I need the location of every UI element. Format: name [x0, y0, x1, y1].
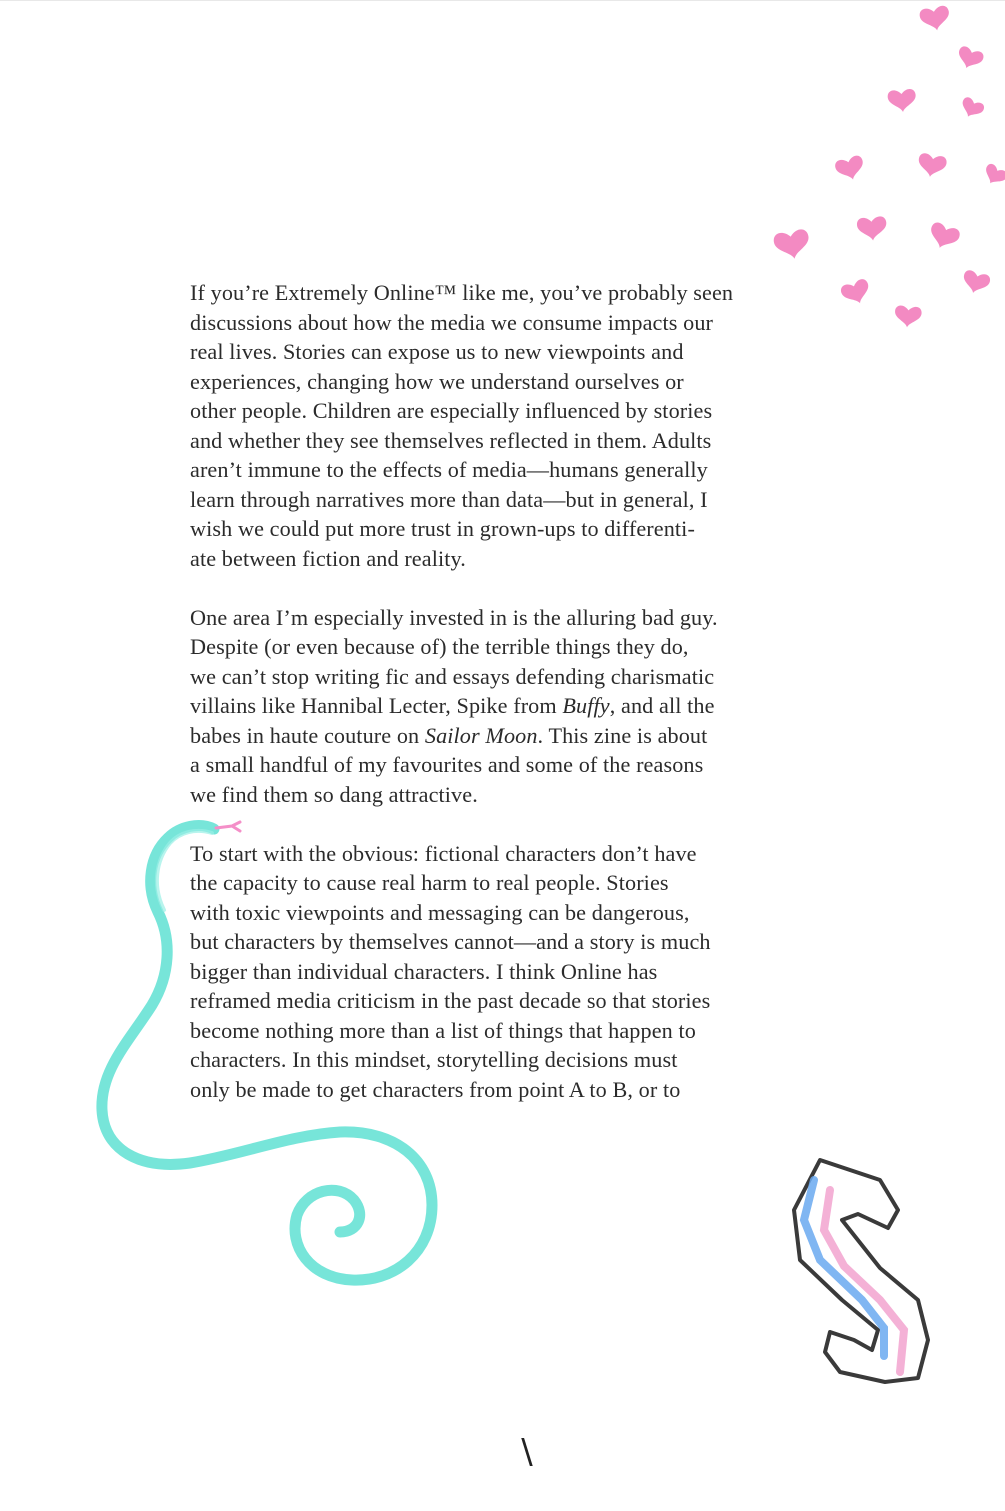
text-line — [190, 721, 840, 751]
text-run: become nothing more than a list of things that happen to — [190, 1017, 696, 1043]
heart-icon — [856, 216, 887, 242]
text-line — [190, 839, 840, 869]
text-line — [190, 662, 840, 692]
text-line — [190, 514, 840, 544]
heart-icon — [894, 305, 922, 328]
heart-icon — [919, 5, 952, 33]
text-run: . This zine is about — [537, 722, 708, 748]
text-line — [190, 544, 840, 574]
text-line — [190, 957, 840, 987]
text-run: the capacity to cause real harm to real people. Stories — [190, 870, 669, 895]
text-line — [190, 455, 840, 485]
heart-icon — [954, 45, 985, 73]
page-number: \ — [521, 1432, 533, 1472]
text-run: we find them so dang attractive. — [190, 781, 478, 807]
text-line — [190, 780, 840, 810]
text-line — [190, 898, 840, 928]
heart-icon — [960, 269, 991, 296]
text-line — [190, 1045, 840, 1075]
text-run: characters. In this mindset, storytelling decisions must — [190, 1047, 678, 1072]
paragraph — [190, 839, 840, 1105]
text-run: If you’re Extremely Online™ like me, you’ve probably seen — [190, 280, 734, 305]
heart-icon — [926, 221, 962, 253]
text-line — [190, 986, 840, 1016]
text-run: and whether they see themselves reflected in them. Adults — [190, 427, 712, 453]
text-run: but characters by themselves cannot—and a story is much — [190, 929, 711, 954]
heart-icon — [773, 228, 812, 262]
text-line — [190, 426, 840, 456]
italic-title: Buffy — [562, 693, 610, 718]
text-run: real lives. Stories can expose us to new viewpoints and — [190, 339, 684, 364]
heart-icon — [958, 96, 986, 122]
article-body — [190, 278, 840, 1134]
text-line — [190, 308, 840, 338]
text-run: ate between fiction and reality. — [190, 545, 466, 571]
text-run: learn through narratives more than data—but in general, I — [190, 486, 708, 512]
text-line — [190, 485, 840, 515]
text-run: with toxic viewpoints and messaging can be dangerous, — [190, 899, 690, 925]
text-run: wish we could put more trust in grown-ups to differenti- — [190, 516, 695, 541]
text-line — [190, 750, 840, 780]
text-run: only be made to get characters from point A to B, or to — [190, 1076, 681, 1102]
text-run: a small handful of my favourites and some of the reasons — [190, 752, 704, 777]
letter-s-doodle — [780, 1150, 960, 1400]
text-run: , and all the — [609, 693, 715, 718]
text-line — [190, 927, 840, 957]
heart-icon — [916, 152, 947, 179]
text-run: we can’t stop writing fic and essays defending charismatic — [190, 663, 715, 689]
paragraph — [190, 278, 840, 573]
text-run: reframed media criticism in the past decade so that stories — [190, 988, 711, 1013]
heart-icon — [839, 277, 873, 308]
text-run: To start with the obvious: fictional characters don’t have — [190, 840, 697, 866]
text-run: discussions about how the media we consume impacts our — [190, 309, 714, 335]
italic-title: Sailor Moon — [424, 722, 538, 748]
text-line — [190, 396, 840, 426]
text-run: babes in haute couture on — [190, 722, 425, 748]
text-line — [190, 632, 840, 662]
text-run: Despite (or even because of) the terrible things they do, — [190, 634, 689, 659]
text-line — [190, 278, 840, 308]
text-run: other people. Children are especially influenced by stories — [190, 398, 713, 423]
text-run: bigger than individual characters. I think Online has — [190, 958, 658, 984]
text-line — [190, 367, 840, 397]
paragraph — [190, 603, 840, 810]
heart-icon — [887, 88, 917, 113]
text-line — [190, 603, 840, 633]
text-line — [190, 1075, 840, 1105]
text-line — [190, 1016, 840, 1046]
text-line — [190, 337, 840, 367]
heart-icon — [834, 154, 867, 183]
text-line — [190, 691, 840, 721]
text-run: One area I’m especially invested in is the alluring bad guy. — [190, 604, 718, 630]
text-run: villains like Hannibal Lecter, Spike from — [190, 693, 563, 718]
text-run: aren’t immune to the effects of media—humans generally — [190, 457, 708, 482]
heart-icon — [981, 162, 1005, 189]
text-line — [190, 868, 840, 898]
text-run: experiences, changing how we understand ourselves or — [190, 368, 684, 394]
